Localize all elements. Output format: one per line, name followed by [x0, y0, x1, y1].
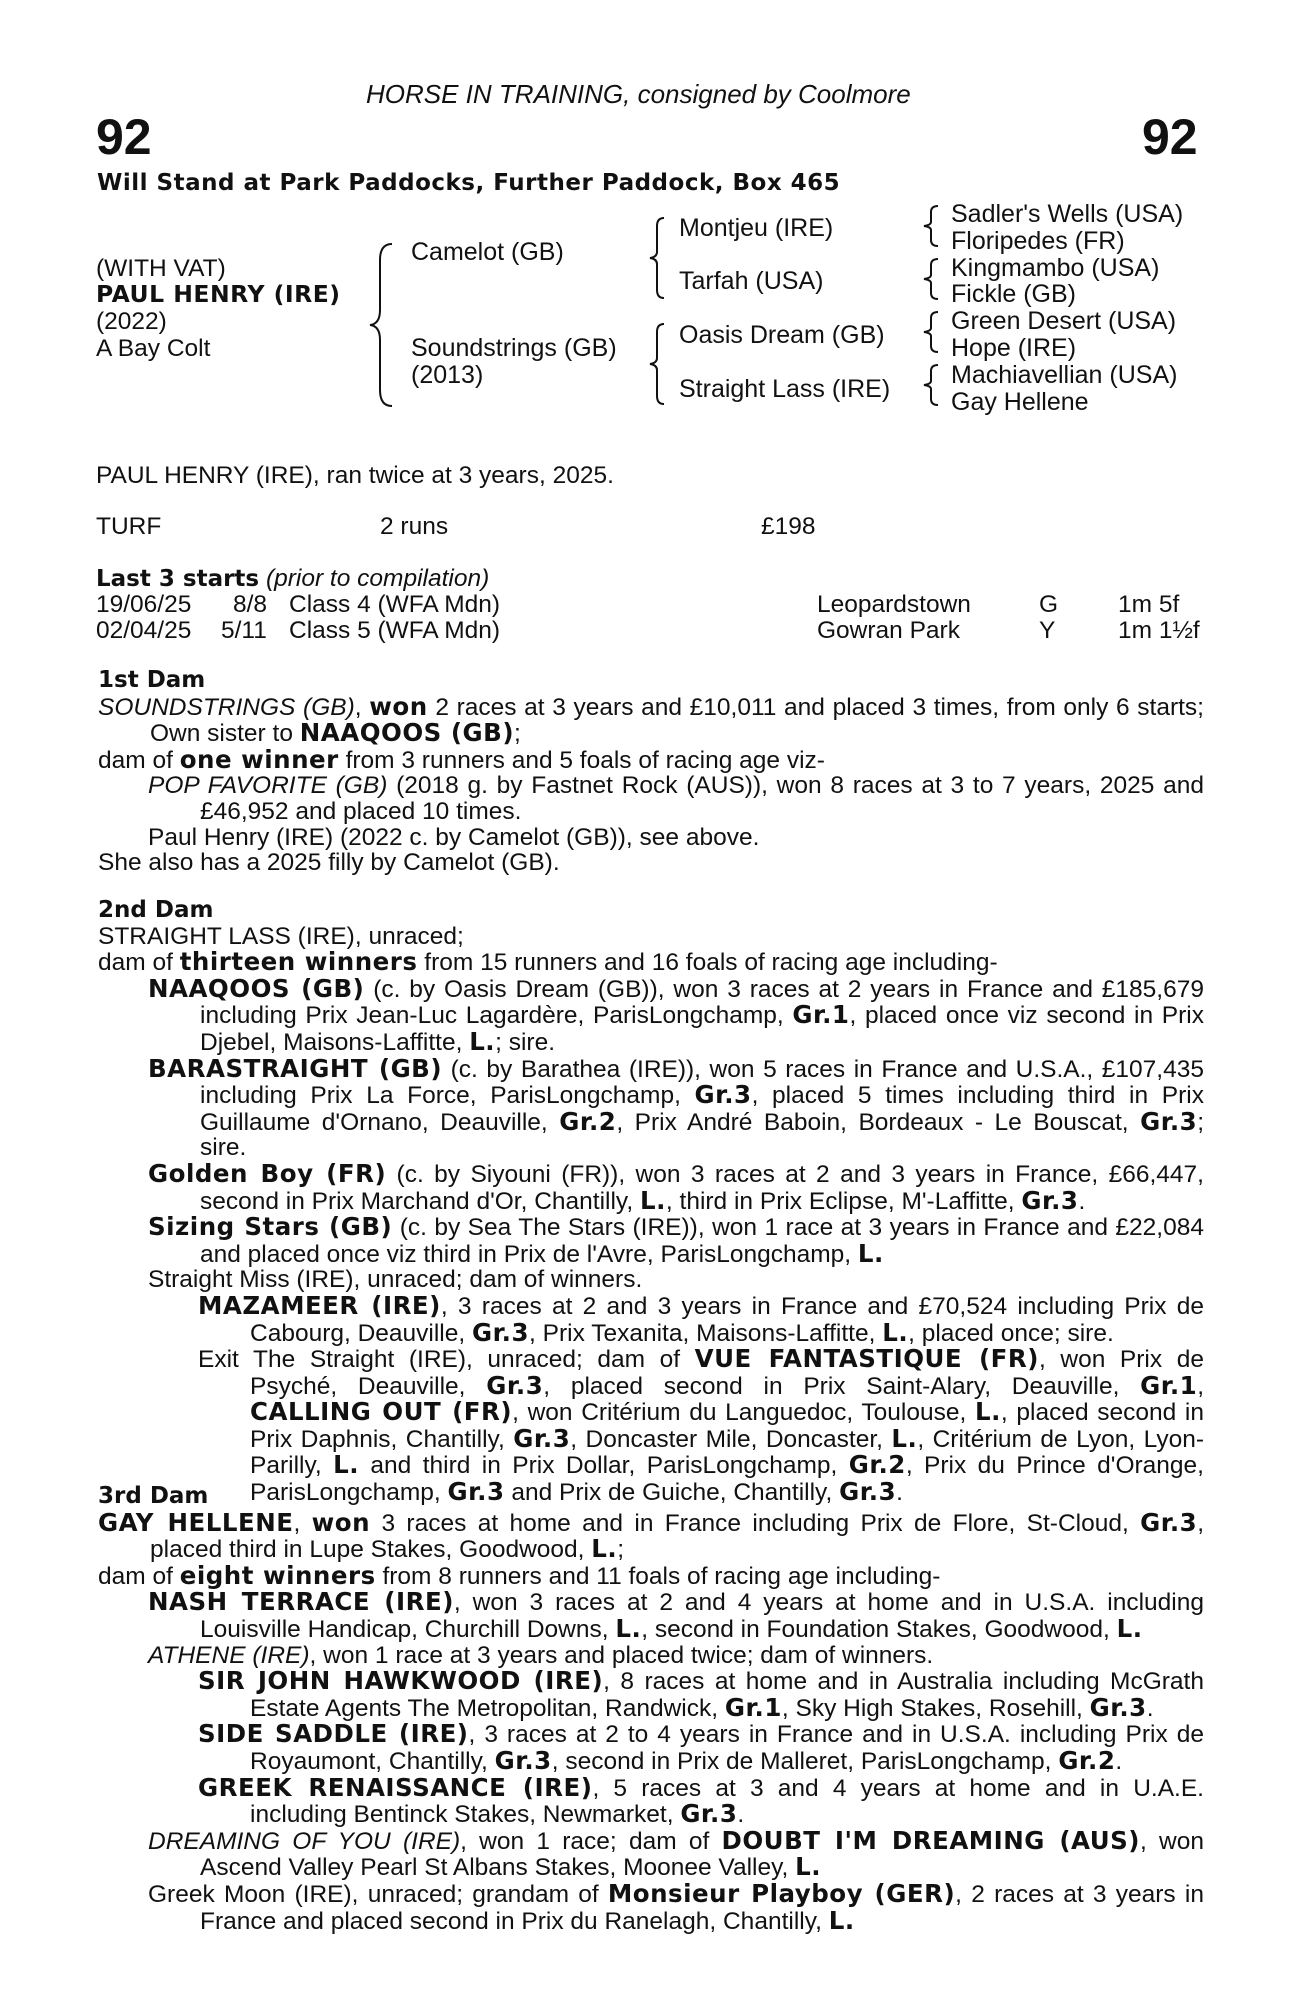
pedigree-g8: Gay Hellene — [951, 388, 1089, 416]
pedigree-brace-sire — [648, 216, 668, 300]
pedigree-brace-dam — [648, 322, 668, 406]
third-dam-foal-nash-terrace: NASH TERRACE (IRE), won 3 races at 2 and 4 years at home and in U.S.A. including Louisville Handicap, Churchill Downs, L., second in Foundation Stakes, Goodwood, L. — [148, 1587, 1204, 1643]
horse-name: PAUL HENRY (IRE) — [96, 280, 341, 308]
pedigree-sire-dam: Tarfah (USA) — [679, 267, 824, 295]
last-starts-heading — [96, 566, 489, 593]
second-dam-foal-barastraight: BARASTRAIGHT (GB) (c. by Barathea (IRE)), won 5 races in France and U.S.A., £107,435 including Prix La Force, ParisLongchamp, Gr.3, placed 5 times including third in Prix Guillaume d'Ornano, Deauville, Gr.2, Prix André Baboin, Bordeaux - Le Bouscat, Gr.3; sire. — [148, 1053, 1204, 1162]
first-dam-foal-1: POP FAVORITE (GB) (2018 g. by Fastnet Rock (AUS)), won 8 races at 3 to 7 years, 2025 and £46,952 and placed 10 times. — [148, 772, 1204, 825]
start-row-course-2: Gowran Park — [817, 617, 960, 644]
second-dam-foal-sizing-stars: Sizing Stars (GB) (c. by Sea The Stars (IRE)), won 1 race at 3 years in France and £22,084 and placed once viz third in Prix de l'Avre, ParisLongchamp, L. — [148, 1212, 1204, 1268]
third-dam-produce: dam of eight winners from 8 runners and 11 foals of racing age including- — [98, 1560, 941, 1590]
third-dam-grandfoal-sir-john-hawkwood: SIR JOHN HAWKWOOD (IRE), 8 races at home and in Australia including McGrath Estate Agents The Metropolitan, Randwick, Gr.1, Sky High Stakes, Rosehill, Gr.3. — [198, 1666, 1204, 1722]
last-starts-label: Last 3 starts — [96, 566, 260, 592]
pedigree-brace-1 — [368, 240, 398, 410]
start-row-course-1: Leopardstown — [817, 591, 971, 618]
pedigree-g2: Floripedes (FR) — [951, 227, 1125, 255]
start-row-class-2: Class 5 (WFA Mdn) — [289, 617, 501, 644]
turf-runs: 2 runs — [380, 513, 449, 540]
catalogue-header: HORSE IN TRAINING, consigned by Coolmore — [366, 79, 911, 109]
third-dam-line: GAY HELLENE, won 3 races at home and in France including Prix de Flore, St-Cloud, Gr.3, placed third in Lupe Stakes, Goodwood, L.; — [98, 1507, 1204, 1564]
third-dam-foal-dreaming-of-you: DREAMING OF YOU (IRE), won 1 race; dam of DOUBT I'M DREAMING (AUS), won Ascend Valley Pearl St Albans Stakes, Moonee Valley, L. — [148, 1825, 1204, 1882]
second-dam-line: STRAIGHT LASS (IRE), unraced; — [98, 922, 464, 950]
start-row-dist-1: 1m 5f — [1118, 591, 1180, 618]
turf-label: TURF — [96, 513, 162, 540]
lot-number-right: 92 — [1142, 109, 1198, 165]
pedigree-dam-year: (2013) — [411, 361, 484, 389]
pedigree-g6: Hope (IRE) — [951, 334, 1077, 362]
pedigree-brace-g1 — [922, 204, 942, 248]
start-row-date-1: 19/06/25 — [96, 591, 192, 618]
pedigree-sire: Camelot (GB) — [411, 238, 564, 266]
pedigree-g7: Machiavellian (USA) — [951, 361, 1178, 389]
pedigree-brace-g3 — [922, 310, 942, 354]
lot-number-left: 92 — [96, 109, 152, 165]
horse-description: A Bay Colt — [96, 335, 211, 362]
racing-summary: PAUL HENRY (IRE), ran twice at 3 years, 2025. — [96, 462, 614, 489]
second-dam-foal-exit-the-straight: Exit The Straight (IRE), unraced; dam of VUE FANTASTIQUE (FR), won Prix de Psyché, Deauville, Gr.3, placed second in Prix Saint-Alary, Deauville, Gr.1, CALLING OUT (FR), won Critérium du Languedoc, Toulouse, L., placed second in Prix Daphnis, Chantilly, Gr.3, Doncaster Mile, Doncaster, L., Critérium de Lyon, Lyon-Parilly, L. and third in Prix Dollar, ParisLongchamp, Gr.2, Prix du Prince d'Orange, ParisLongchamp, Gr.3 and Prix de Guiche, Chantilly, Gr.3. — [198, 1344, 1204, 1507]
turf-earnings: £198 — [761, 513, 816, 540]
pedigree-brace-g4 — [922, 363, 942, 407]
second-dam-produce: dam of thirteen winners from 15 runners and 16 foals of racing age including- — [98, 947, 998, 977]
start-row-pos-1: 8/8 — [233, 591, 268, 618]
pedigree-g1: Sadler's Wells (USA) — [951, 200, 1184, 228]
pedigree-dam-dam: Straight Lass (IRE) — [679, 375, 891, 403]
pedigree-brace-g2 — [922, 257, 942, 301]
third-dam-section — [98, 1483, 1204, 1934]
stable-location: Will Stand at Park Paddocks, Further Paddock, Box 465 — [97, 170, 841, 196]
second-dam-grandfoal-mazameer: MAZAMEER (IRE), 3 races at 2 and 3 years in France and £70,524 including Prix de Cabourg, Deauville, Gr.3, Prix Texanita, Maisons-Laffitte, L., placed once; sire. — [198, 1290, 1204, 1347]
pedigree-g3: Kingmambo (USA) — [951, 254, 1160, 282]
third-dam-foal-greek-moon: Greek Moon (IRE), unraced; grandam of Monsieur Playboy (GER), 2 races at 3 years in France and placed second in Prix du Ranelagh, Chantilly, L. — [148, 1878, 1204, 1935]
start-row-going-1: G — [1039, 591, 1059, 618]
third-dam-grandfoal-side-saddle: SIDE SADDLE (IRE), 3 races at 2 to 4 years in France and in U.S.A. including Prix de Royaumont, Chantilly, Gr.3, second in Prix de Malleret, ParisLongchamp, Gr.2. — [198, 1719, 1204, 1775]
second-dam-section — [98, 897, 1204, 1506]
second-dam-foal-straight-miss: Straight Miss (IRE), unraced; dam of winners. — [148, 1266, 643, 1294]
second-dam-foal-naaqoos: NAAQOOS (GB) (c. by Oasis Dream (GB)), won 3 races at 2 years in France and £185,679 including Prix Jean-Luc Lagardère, ParisLongchamp, Gr.1, placed once viz second in Prix Djebel, Maisons-Laffitte, L.; sire. — [148, 973, 1204, 1056]
last-starts-note: (prior to compilation) — [265, 565, 490, 592]
second-dam-foal-golden-boy: Golden Boy (FR) (c. by Siyouni (FR)), won 3 races at 2 and 3 years in France, £66,447, second in Prix Marchand d'Or, Chantilly, L., third in Prix Eclipse, M'-Laffitte, Gr.3. — [148, 1158, 1204, 1215]
first-dam-heading: 1st Dam — [98, 667, 206, 693]
first-dam-foal-2: Paul Henry (IRE) (2022 c. by Camelot (GB)), see above. — [148, 823, 760, 851]
pedigree-sire-sire: Montjeu (IRE) — [679, 214, 834, 242]
pedigree-g4: Fickle (GB) — [951, 280, 1076, 308]
third-dam-heading: 3rd Dam — [98, 1483, 209, 1509]
start-row-class-1: Class 4 (WFA Mdn) — [289, 591, 501, 618]
second-dam-heading: 2nd Dam — [98, 897, 214, 923]
third-dam-grandfoal-greek-renaissance: GREEK RENAISSANCE (IRE), 5 races at 3 and 4 years at home and in U.A.E. including Bentinck Stakes, Newmarket, Gr.3. — [198, 1772, 1204, 1829]
start-row-pos-2: 5/11 — [221, 617, 267, 644]
first-dam-note: She also has a 2025 filly by Camelot (GB). — [98, 849, 560, 877]
pedigree-dam: Soundstrings (GB) — [411, 334, 617, 362]
pedigree-g5: Green Desert (USA) — [951, 307, 1177, 335]
pedigree-dam-sire: Oasis Dream (GB) — [679, 321, 885, 349]
first-dam-produce: dam of one winner from 3 runners and 5 foals of racing age viz- — [98, 744, 825, 774]
third-dam-foal-athene: ATHENE (IRE), won 1 race at 3 years and placed twice; dam of winners. — [148, 1641, 934, 1669]
first-dam-line: SOUNDSTRINGS (GB), won 2 races at 3 years and £10,011 and placed 3 times, from only 6 starts; Own sister to NAAQOOS (GB); — [98, 691, 1204, 748]
start-row-going-2: Y — [1039, 617, 1056, 644]
first-dam-section — [98, 667, 1204, 876]
start-row-date-2: 02/04/25 — [96, 617, 192, 644]
vat-note: (WITH VAT) — [96, 255, 226, 282]
start-row-dist-2: 1m 1½f — [1118, 617, 1200, 644]
horse-year: (2022) — [96, 308, 167, 335]
